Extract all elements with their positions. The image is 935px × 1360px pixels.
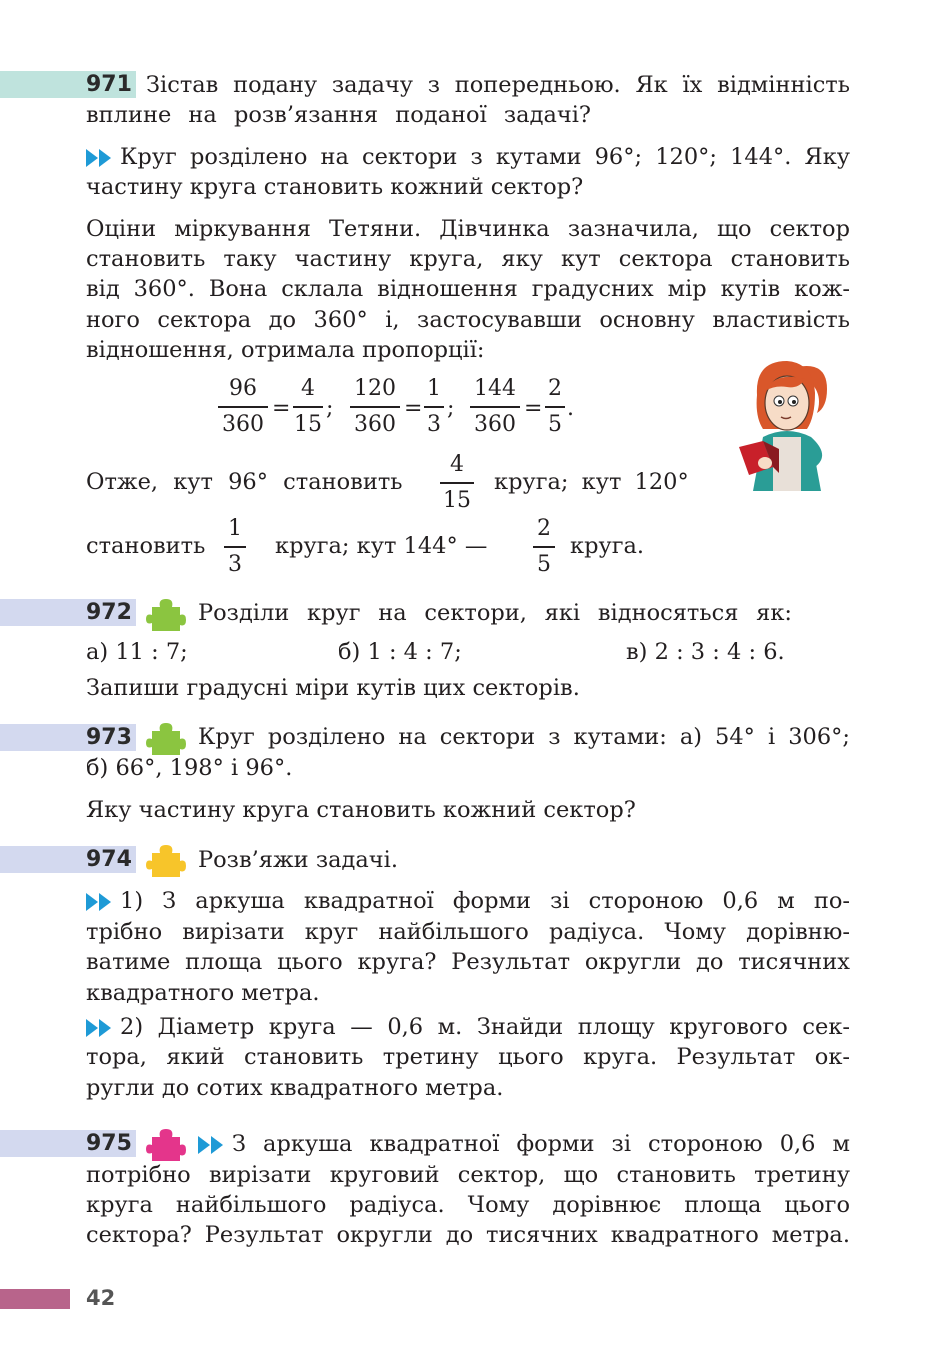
task-text: сектора? Результат округли до тисячних квадратного метра.: [86, 1222, 850, 1248]
puzzle-icon: [146, 839, 186, 879]
task-number: 974: [86, 847, 132, 872]
task-text: Оціни міркування Тетяни. Дівчинка зазначила, що сектор: [86, 216, 850, 242]
task-text: вплине на розв’язання поданої задачі?: [86, 102, 591, 128]
equals-sign: =: [272, 396, 291, 421]
fraction: 2 5: [545, 376, 565, 438]
task-text: З аркуша квадратної форми зі стороною 0,6 м: [232, 1131, 850, 1157]
double-arrow-icon: [86, 893, 114, 911]
fraction: 120 360: [350, 376, 400, 438]
puzzle-icon: [146, 593, 186, 633]
page-number: 42: [86, 1286, 116, 1310]
task-text: ругли до сотих квадратного метра.: [86, 1075, 504, 1101]
task-text: 1) З аркуша квадратної форми зі стороною 0,6 м по-: [120, 888, 850, 914]
task-text: ного сектора до 360° і, застосувавши основну властивість: [86, 307, 850, 333]
task-text: б) 66°, 198° і 96°.: [86, 755, 293, 781]
task-number: 972: [86, 600, 132, 625]
task-text: квадратного метра.: [86, 980, 320, 1006]
task-text: Запиши градусні міри кутів цих секторів.: [86, 675, 580, 701]
fraction: 1 3: [424, 376, 444, 438]
task-text: відношення, отримала пропорції:: [86, 337, 485, 363]
fraction: 2 5: [533, 516, 555, 578]
task-text: круга; кут 120°: [494, 469, 689, 495]
puzzle-icon: [146, 717, 186, 757]
equals-sign: =: [404, 396, 423, 421]
option-b: б) 1 : 4 : 7;: [338, 639, 462, 665]
fraction: 96 360: [218, 376, 268, 438]
task-text: від 360°. Вона склала відношення градусних мір кутів кож-: [86, 276, 850, 302]
task-text: Зістав подану задачу з попередньою. Як їх відмінність: [146, 72, 850, 98]
fraction: 4 15: [294, 376, 322, 437]
option-c: в) 2 : 3 : 4 : 6.: [626, 639, 785, 665]
task-text: Розділи круг на сектори, які відносяться як:: [198, 600, 792, 626]
task-text: становить таку частину круга, яку кут сектора становить: [86, 246, 850, 272]
task-text: ватиме площа цього круга? Результат округли до тисячних: [86, 949, 850, 975]
task-text: Круг розділено на сектори з кутами: а) 54° і 306°;: [198, 724, 850, 750]
double-arrow-icon: [86, 149, 114, 167]
task-number: 975: [86, 1131, 132, 1156]
task-number: 973: [86, 725, 132, 750]
task-text: Круг розділено на сектори з кутами 96°; 120°; 144°. Яку: [120, 144, 850, 170]
period: .: [567, 396, 574, 421]
task-number: 971: [86, 72, 132, 97]
puzzle-icon: [146, 1123, 186, 1163]
task-text: становить: [86, 533, 206, 559]
page-bar: [0, 1289, 70, 1309]
option-a: а) 11 : 7;: [86, 639, 188, 665]
task-text: круга найбільшого радіуса. Чому дорівнює площа цього: [86, 1192, 850, 1218]
task-text: круга; кут 144° —: [275, 533, 488, 559]
fraction: 1 3: [224, 516, 246, 578]
equals-sign: =: [524, 396, 543, 421]
fraction: 4 15: [440, 452, 474, 514]
task-text: потрібно вирізати круговий сектор, що становить третину: [86, 1162, 850, 1188]
semicolon: ;: [447, 396, 455, 421]
task-text: трібно вирізати круг найбільшого радіуса. Чому дорівню-: [86, 919, 850, 945]
semicolon: ;: [326, 396, 334, 421]
task-text: круга.: [570, 533, 645, 559]
task-text: Розв’яжи задачі.: [198, 847, 398, 873]
girl-reading-illustration: [735, 355, 835, 495]
task-text: 2) Діаметр круга — 0,6 м. Знайди площу кругового сек-: [120, 1014, 850, 1040]
task-text: Отже, кут 96° становить: [86, 469, 403, 495]
double-arrow-icon: [198, 1136, 226, 1154]
task-text: тора, який становить третину цього круга. Результат ок-: [86, 1044, 850, 1070]
double-arrow-icon: [86, 1019, 114, 1037]
task-text: частину круга становить кожний сектор?: [86, 174, 584, 200]
task-text: Яку частину круга становить кожний сектор?: [86, 797, 636, 823]
fraction: 144 360: [470, 376, 520, 438]
